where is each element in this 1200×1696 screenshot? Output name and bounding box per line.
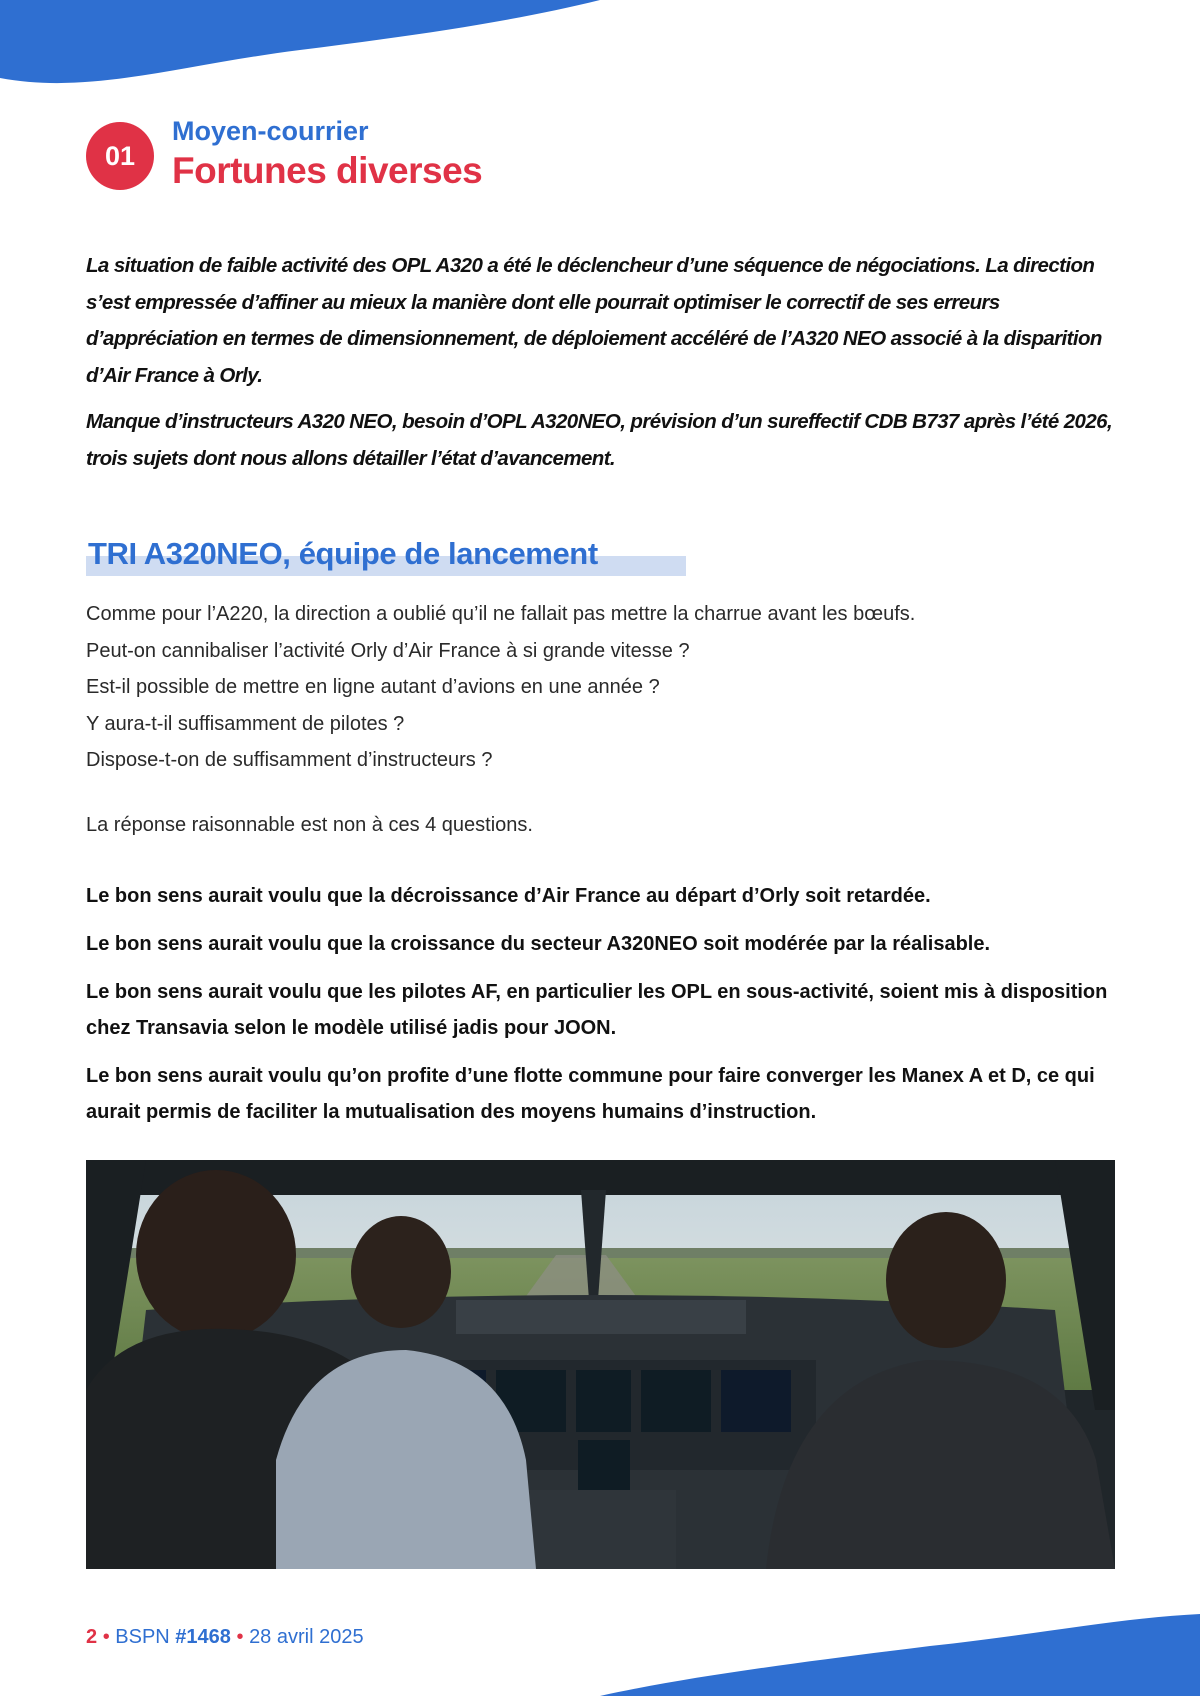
answer-line: La réponse raisonnable est non à ces 4 questions.	[86, 814, 533, 836]
issue-number: #1468	[175, 1626, 231, 1648]
bold-paragraph: Le bon sens aurait voulu que la décroissance d’Air France au départ d’Orly soit retardée.	[86, 885, 931, 907]
body-line: Peut-on cannibaliser l’activité Orly d’Air France à si grande vitesse ?	[86, 639, 690, 662]
bold-paragraph: Le bon sens aurait voulu que la croissance du secteur A320NEO soit modérée par la réalisable.	[86, 933, 991, 955]
body-line: Comme pour l’A220, la direction a oublié qu’il ne fallait pas mettre la charrue avant les bœufs.	[86, 603, 916, 625]
bottom-wave-decoration	[600, 1606, 1200, 1696]
cockpit-photo	[86, 1160, 1115, 1569]
body-line: Dispose-t-on de suffisamment d’instructeurs ?	[86, 749, 493, 771]
page-number: 2	[86, 1626, 98, 1648]
subsection-title: TRI A320NEO, équipe de lancement	[88, 536, 598, 571]
footer-separator: •	[236, 1626, 244, 1648]
top-wave-decoration	[0, 0, 600, 100]
page-footer	[86, 1626, 364, 1649]
intro-paragraph: Manque d’instructeurs A320 NEO, besoin d’OPL A320NEO, prévision d’un sureffectif CDB B737 après l’été 2026, trois sujets dont nous allons détailler l’état d’avancement.	[86, 410, 1113, 470]
subsection-heading	[86, 536, 598, 572]
section-number-badge: 01	[86, 122, 154, 190]
section-title: Fortunes diverses	[172, 150, 483, 191]
issue-date: 28 avril 2025	[249, 1626, 364, 1648]
intro-paragraph: La situation de faible activité des OPL A320 a été le déclencheur d’une séquence de négociations. La direction s’est empressée d’affiner au mieux la manière dont elle pourrait optimiser le correctif de ses erreurs d’appréciation en termes de dimensionnement, de déploiement accéléré de l’A320 NEO associé à la disparition d’Air France à Orly.	[86, 254, 1102, 387]
body-line: Y aura-t-il suffisamment de pilotes ?	[86, 712, 405, 735]
question-list	[86, 596, 1126, 779]
intro-block	[86, 248, 1116, 487]
bold-paragraph: Le bon sens aurait voulu que les pilotes AF, en particulier les OPL en sous-activité, soient mis à disposition chez Transavia selon le modèle utilisé jadis pour JOON.	[86, 981, 1108, 1039]
bold-paragraph: Le bon sens aurait voulu qu’on profite d’une flotte commune pour faire converger les Manex A et D, ce qui aurait permis de faciliter la mutualisation des moyens humains d’instruction.	[86, 1065, 1095, 1123]
section-kicker: Moyen-courrier	[172, 116, 369, 146]
good-sense-block	[86, 878, 1126, 1142]
publication-name: BSPN	[115, 1626, 170, 1648]
body-line: Est-il possible de mettre en ligne autant d’avions en une année ?	[86, 676, 660, 698]
footer-separator: •	[102, 1626, 110, 1648]
